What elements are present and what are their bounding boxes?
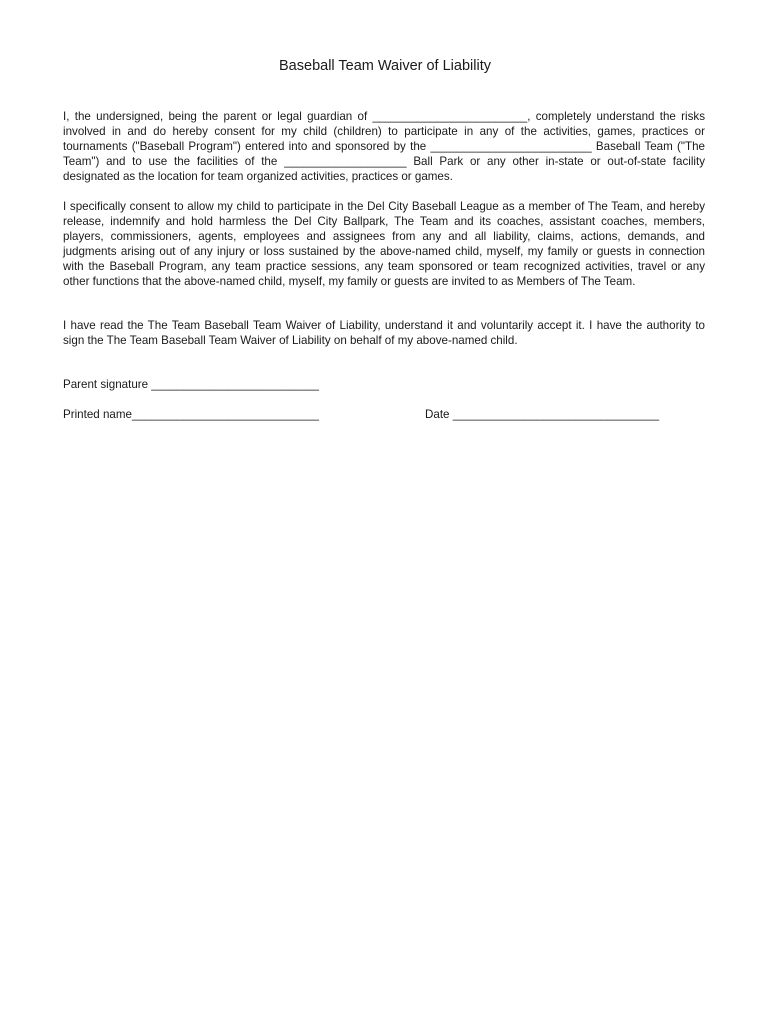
document-title: Baseball Team Waiver of Liability [279, 58, 491, 74]
parent-signature-line: Parent signature __________________________ [63, 378, 319, 391]
consent-paragraph: I, the undersigned, being the parent or legal guardian of ________________________, completely understand the risks involved in and do hereby consent for my child (children) to participate in any of the activities, games, practices or tournaments ("Baseball Program") entered into and sponsored by the _________________________ Baseball Team ("The Team") and to use the facilities of the ___________________ Ball Park or any other in-state or out-of-state facility designated as the location for team organized activities, practices or games. [63, 110, 705, 183]
release-paragraph: I specifically consent to allow my child to participate in the Del City Baseball League as a member of The Team, and hereby release, indemnify and hold harmless the Del City Ballpark, The Team and its coaches, assistant coaches, members, players, commissioners, agents, employees and assignees from any and all liability, claims, actions, demands, and judgments arising out of any injury or loss sustained by the above-named child, myself, my family or guests in connection with the Baseball Program, any team practice sessions, any team sponsored or team recognized activities, travel or any other functions that the above-named child, myself, my family or guests are invited to as Members of The Team. [63, 200, 705, 288]
date-line: Date ________________________________ [425, 408, 660, 421]
printed-name-line: Printed name_____________________________ [63, 408, 319, 421]
acknowledgement-paragraph: I have read the The Team Baseball Team Waiver of Liability, understand it and voluntarily accept it. I have the authority to sign the The Team Baseball Team Waiver of Liability on behalf of my above-named child. [63, 319, 705, 347]
